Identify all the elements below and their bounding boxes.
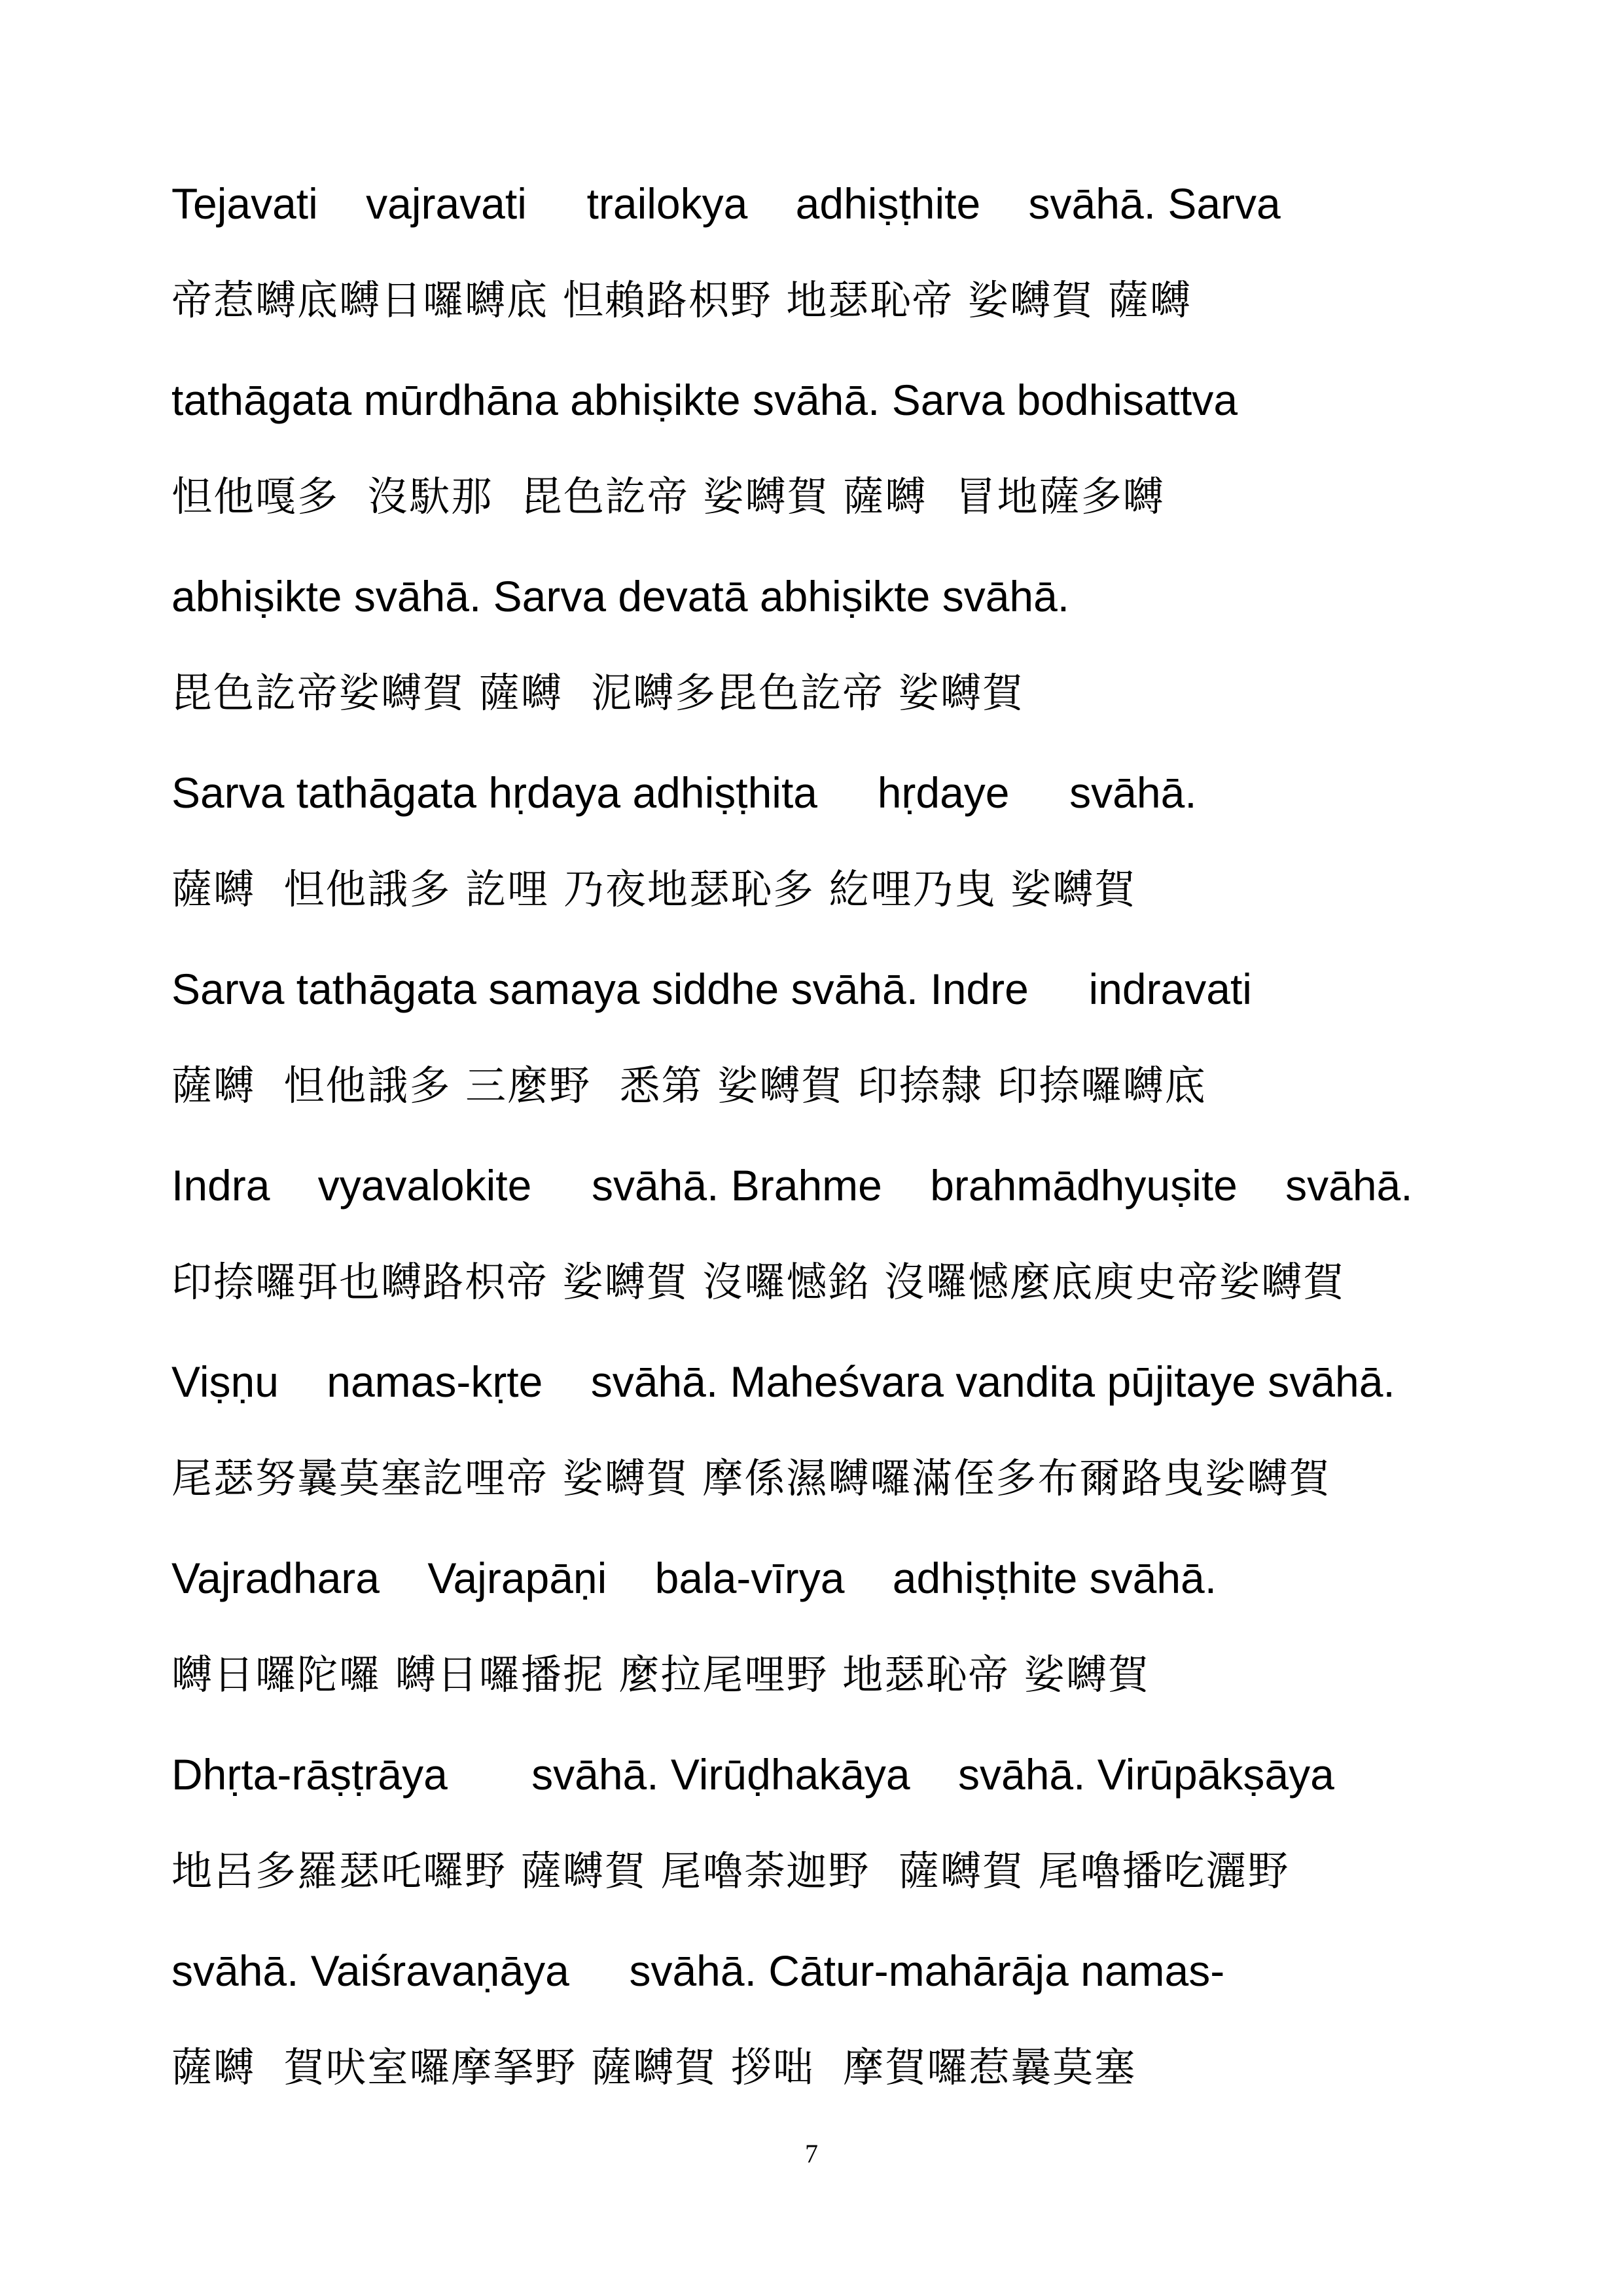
page-number: 7	[805, 2139, 818, 2168]
text-line-roman: Sarva tathāgata hṛdaya adhiṣṭhita hṛdaye svāhā.	[171, 768, 1197, 817]
text-line-chinese: 怛他嘎多 沒馱那 毘色訖帝 娑嚩賀 薩嚩 冒地薩多嚩	[171, 473, 1165, 520]
text-line-chinese: 薩嚩 怛他誐多 三麼野 悉第 娑嚩賀 印捺隸 印捺囉嚩底	[171, 1062, 1207, 1109]
text-line-chinese: 地呂多羅瑟吒囉野 薩嚩賀 尾嚕荼迦野 薩嚩賀 尾嚕播吃灑野	[171, 1847, 1290, 1895]
text-line-chinese: 薩嚩 怛他誐多 訖哩 乃夜地瑟恥多 紇哩乃曳 娑嚩賀	[171, 865, 1137, 913]
text-line-chinese: 毘色訖帝娑嚩賀 薩嚩 泥嚩多毘色訖帝 娑嚩賀	[171, 669, 1024, 717]
text-line-roman: Sarva tathāgata samaya siddhe svāhā. Indre indravati	[171, 965, 1252, 1013]
text-line-chinese: 帝惹嚩底嚩日囉嚩底 怛賴路枳野 地瑟恥帝 娑嚩賀 薩嚩	[171, 276, 1192, 324]
text-line-roman: Viṣṇu namas-kṛte svāhā. Maheśvara vandita pūjitaye svāhā.	[171, 1357, 1395, 1406]
text-line-roman: Indra vyavalokite svāhā. Brahme brahmādhyuṣite svāhā.	[171, 1161, 1413, 1210]
text-line-roman: svāhā. Vaiśravaṇāya svāhā. Cātur-mahārāja namas-	[171, 1946, 1225, 1995]
text-line-roman: abhiṣikte svāhā. Sarva devatā abhiṣikte svāhā.	[171, 572, 1070, 620]
text-line-chinese: 薩嚩 賀吠室囉摩拏野 薩嚩賀 拶咄 摩賀囉惹曩莫塞	[171, 2043, 1137, 2091]
text-line-roman: Dhṛta-rāṣṭrāya svāhā. Virūḍhakāya svāhā. Virūpākṣāya	[171, 1750, 1334, 1799]
text-line-roman: Tejavati vajravati trailokya adhiṣṭhite svāhā. Sarva	[171, 179, 1281, 228]
text-line-roman: tathāgata mūrdhāna abhiṣikte svāhā. Sarva bodhisattva	[171, 376, 1238, 424]
text-line-roman: Vajradhara Vajrapāṇi bala-vīrya adhiṣṭhite svāhā.	[171, 1554, 1217, 1602]
text-line-chinese: 印捺囉弭也嚩路枳帝 娑嚩賀 沒囉憾銘 沒囉憾麼底庾史帝娑嚩賀	[171, 1258, 1346, 1306]
text-line-chinese: 尾瑟努曩莫塞訖哩帝 娑嚩賀 摩係濕嚩囉滿侄多布爾路曳娑嚩賀	[171, 1454, 1331, 1502]
text-line-chinese: 嚩日囉陀囉 嚩日囉播抳 麼拉尾哩野 地瑟恥帝 娑嚩賀	[171, 1651, 1150, 1698]
